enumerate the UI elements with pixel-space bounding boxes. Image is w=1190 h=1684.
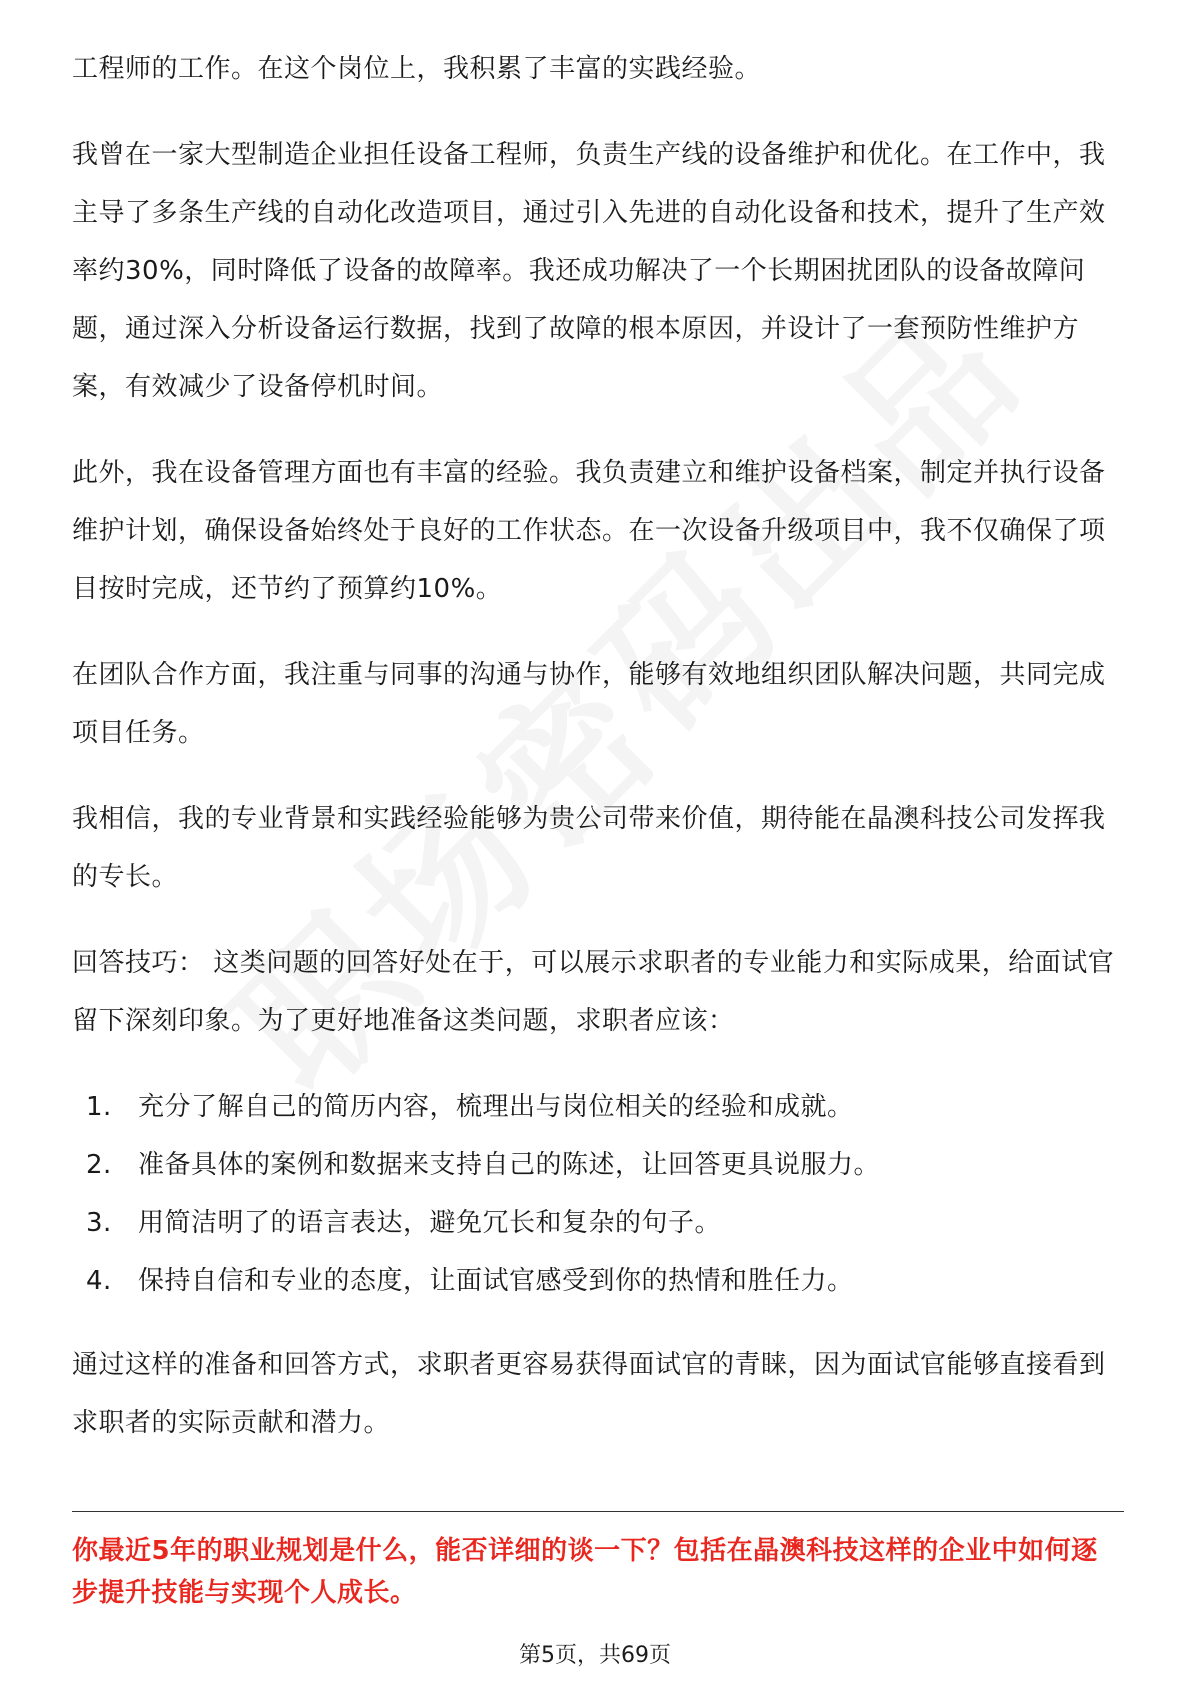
list-number: 3. xyxy=(86,1208,112,1238)
tips-list xyxy=(72,1078,1122,1310)
list-item xyxy=(72,1078,1122,1136)
paragraph-teamwork: 在团队合作方面，我注重与同事的沟通与协作，能够有效地组织团队解决问题，共同完成项目任务。 xyxy=(72,660,1106,748)
list-item xyxy=(72,1252,1122,1310)
interview-question: 你最近5年的职业规划是什么，能否详细的谈一下？包括在晶澳科技这样的企业中如何逐步提升技能与实现个人成长。 xyxy=(72,1536,1098,1608)
list-item xyxy=(72,1136,1122,1194)
list-number: 1. xyxy=(86,1092,112,1122)
document-body xyxy=(72,40,1122,1480)
section-divider xyxy=(72,1511,1124,1512)
paragraph-conclusion: 我相信，我的专业背景和实践经验能够为贵公司带来价值，期待能在晶澳科技公司发挥我的专长。 xyxy=(72,804,1106,892)
list-text: 保持自信和专业的态度，让面试官感受到你的热情和胜任力。 xyxy=(138,1266,854,1296)
list-number: 4. xyxy=(86,1266,112,1296)
paragraph-intro: 工程师的工作。在这个岗位上，我积累了丰富的实践经验。 xyxy=(72,54,762,84)
list-text: 充分了解自己的简历内容，梳理出与岗位相关的经验和成就。 xyxy=(138,1092,854,1122)
paragraph-closing: 通过这样的准备和回答方式，求职者更容易获得面试官的青睐，因为面试官能够直接看到求职者的实际贡献和潜力。 xyxy=(72,1350,1106,1438)
list-text: 用简洁明了的语言表达，避免冗长和复杂的句子。 xyxy=(138,1208,722,1238)
page-number: 第5页，共69页 xyxy=(519,1643,671,1668)
list-item xyxy=(72,1194,1122,1252)
paragraph-management: 此外，我在设备管理方面也有丰富的经验。我负责建立和维护设备档案，制定并执行设备维护计划，确保设备始终处于良好的工作状态。在一次设备升级项目中，我不仅确保了项目按时完成，还节约了预算约10%。 xyxy=(72,458,1106,604)
list-number: 2. xyxy=(86,1150,112,1180)
paragraph-answer-tips: 回答技巧： 这类问题的回答好处在于，可以展示求职者的专业能力和实际成果，给面试官留下深刻印象。为了更好地准备这类问题，求职者应该： xyxy=(72,948,1115,1036)
paragraph-experience: 我曾在一家大型制造企业担任设备工程师，负责生产线的设备维护和优化。在工作中，我主导了多条生产线的自动化改造项目，通过引入先进的自动化设备和技术，提升了生产效率约30%，同时降低了设备的故障率。我还成功解决了一个长期困扰团队的设备故障问题，通过深入分析设备运行数据，找到了故障的根本原因，并设计了一套预防性维护方案，有效减少了设备停机时间。 xyxy=(72,140,1106,402)
list-text: 准备具体的案例和数据来支持自己的陈述，让回答更具说服力。 xyxy=(138,1150,881,1180)
